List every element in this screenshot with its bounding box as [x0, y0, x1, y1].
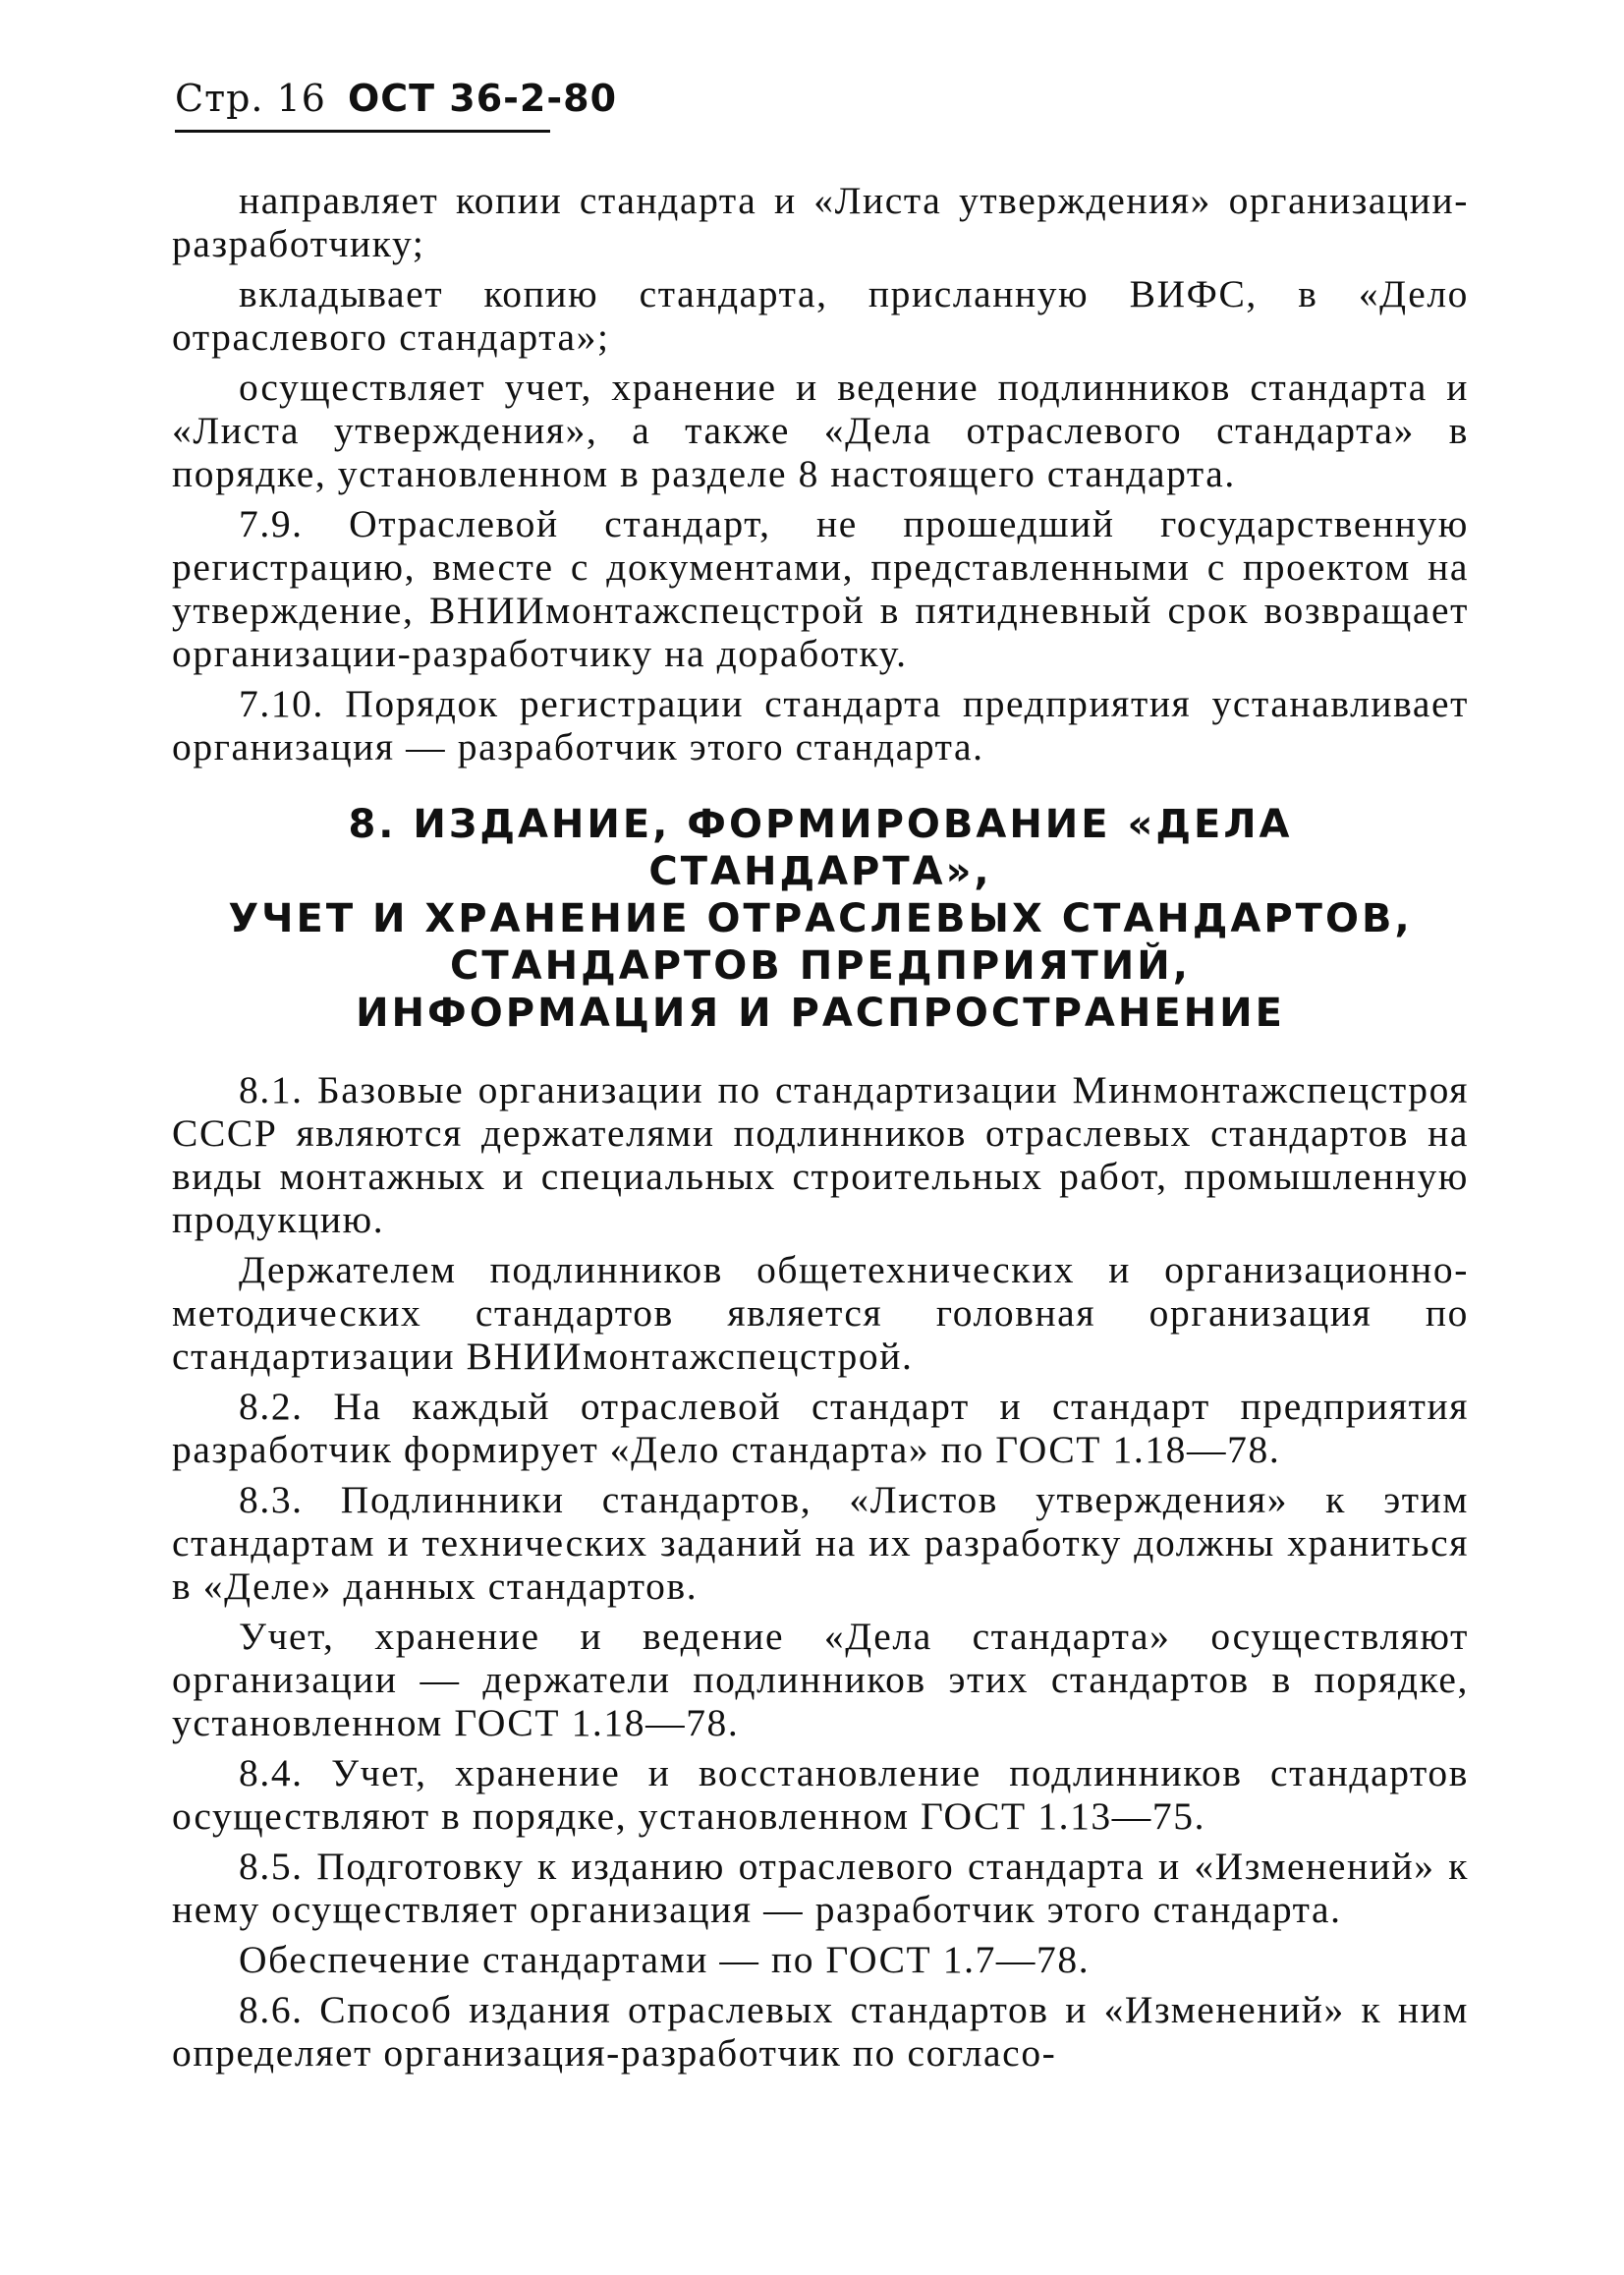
page-header: [175, 77, 617, 120]
paragraph: 8.5. Подготовку к изданию отраслевого стандарта и «Изменений» к нему осуществляет организация — разработчик этого стандарта.: [172, 1845, 1469, 1931]
section-heading-line: СТАНДАРТОВ ПРЕДПРИЯТИЙ,: [450, 943, 1191, 989]
section-heading: [172, 801, 1469, 1037]
paragraph: 8.6. Способ издания отраслевых стандартов и «Изменений» к ним определяет организация-разработчик по согласо-: [172, 1988, 1469, 2075]
paragraph: 8.3. Подлинники стандартов, «Листов утверждения» к этим стандартам и технических заданий на их разработку должны храниться в «Деле» данных стандартов.: [172, 1478, 1469, 1608]
paragraph: 7.9. Отраслевой стандарт, не прошедший государственную регистрацию, вместе с документами, представленными с проектом на утверждение, ВНИИмонтажспецстрой в пятидневный срок возвращает организации-разработчику на доработку.: [172, 502, 1469, 675]
page-number: Стр. 16: [175, 77, 326, 120]
paragraph: 8.2. На каждый отраслевой стандарт и стандарт предприятия разработчик формирует «Дело стандарта» по ГОСТ 1.18—78.: [172, 1385, 1469, 1471]
paragraph: Держателем подлинников общетехнических и организационно-методических стандартов является головная организация по стандартизации ВНИИмонтажспецстрой.: [172, 1248, 1469, 1378]
header-underline: [175, 130, 550, 133]
document-body: [172, 179, 1469, 2081]
paragraph: 8.1. Базовые организации по стандартизации Минмонтажспецстроя СССР являются держателями подлинников отраслевых стандартов на виды монтажных и специальных строительных работ, промышленную продукцию.: [172, 1068, 1469, 1241]
paragraph: 8.4. Учет, хранение и восстановление подлинников стандартов осуществляют в порядке, установленном ГОСТ 1.13—75.: [172, 1751, 1469, 1838]
document-code: ОСТ 36-2-80: [347, 77, 618, 120]
paragraph: 7.10. Порядок регистрации стандарта предприятия устанавливает организация — разработчик этого стандарта.: [172, 682, 1469, 768]
paragraph: Обеспечение стандартами — по ГОСТ 1.7—78.: [239, 1938, 1091, 1981]
paragraph: направляет копии стандарта и «Листа утверждения» организации-разработчику;: [172, 179, 1469, 265]
section-heading-line: ИНФОРМАЦИЯ И РАСПРОСТРАНЕНИЕ: [356, 991, 1285, 1036]
paragraph: Учет, хранение и ведение «Дела стандарта» осуществляют организации — держатели подлинников этих стандартов в порядке, установленном ГОСТ 1.18—78.: [172, 1615, 1469, 1744]
paragraph: вкладывает копию стандарта, присланную ВИФС, в «Дело отраслевого стандарта»;: [172, 272, 1469, 359]
section-heading-line: УЧЕТ И ХРАНЕНИЕ ОТРАСЛЕВЫХ СТАНДАРТОВ,: [228, 896, 1413, 941]
paragraph: осуществляет учет, хранение и ведение подлинников стандарта и «Листа утверждения», а также «Дела отраслевого стандарта» в порядке, установленном в разделе 8 настоящего стандарта.: [172, 366, 1469, 495]
section-heading-line: 8. ИЗДАНИЕ, ФОРМИРОВАНИЕ «ДЕЛА СТАНДАРТА»,: [348, 802, 1293, 894]
